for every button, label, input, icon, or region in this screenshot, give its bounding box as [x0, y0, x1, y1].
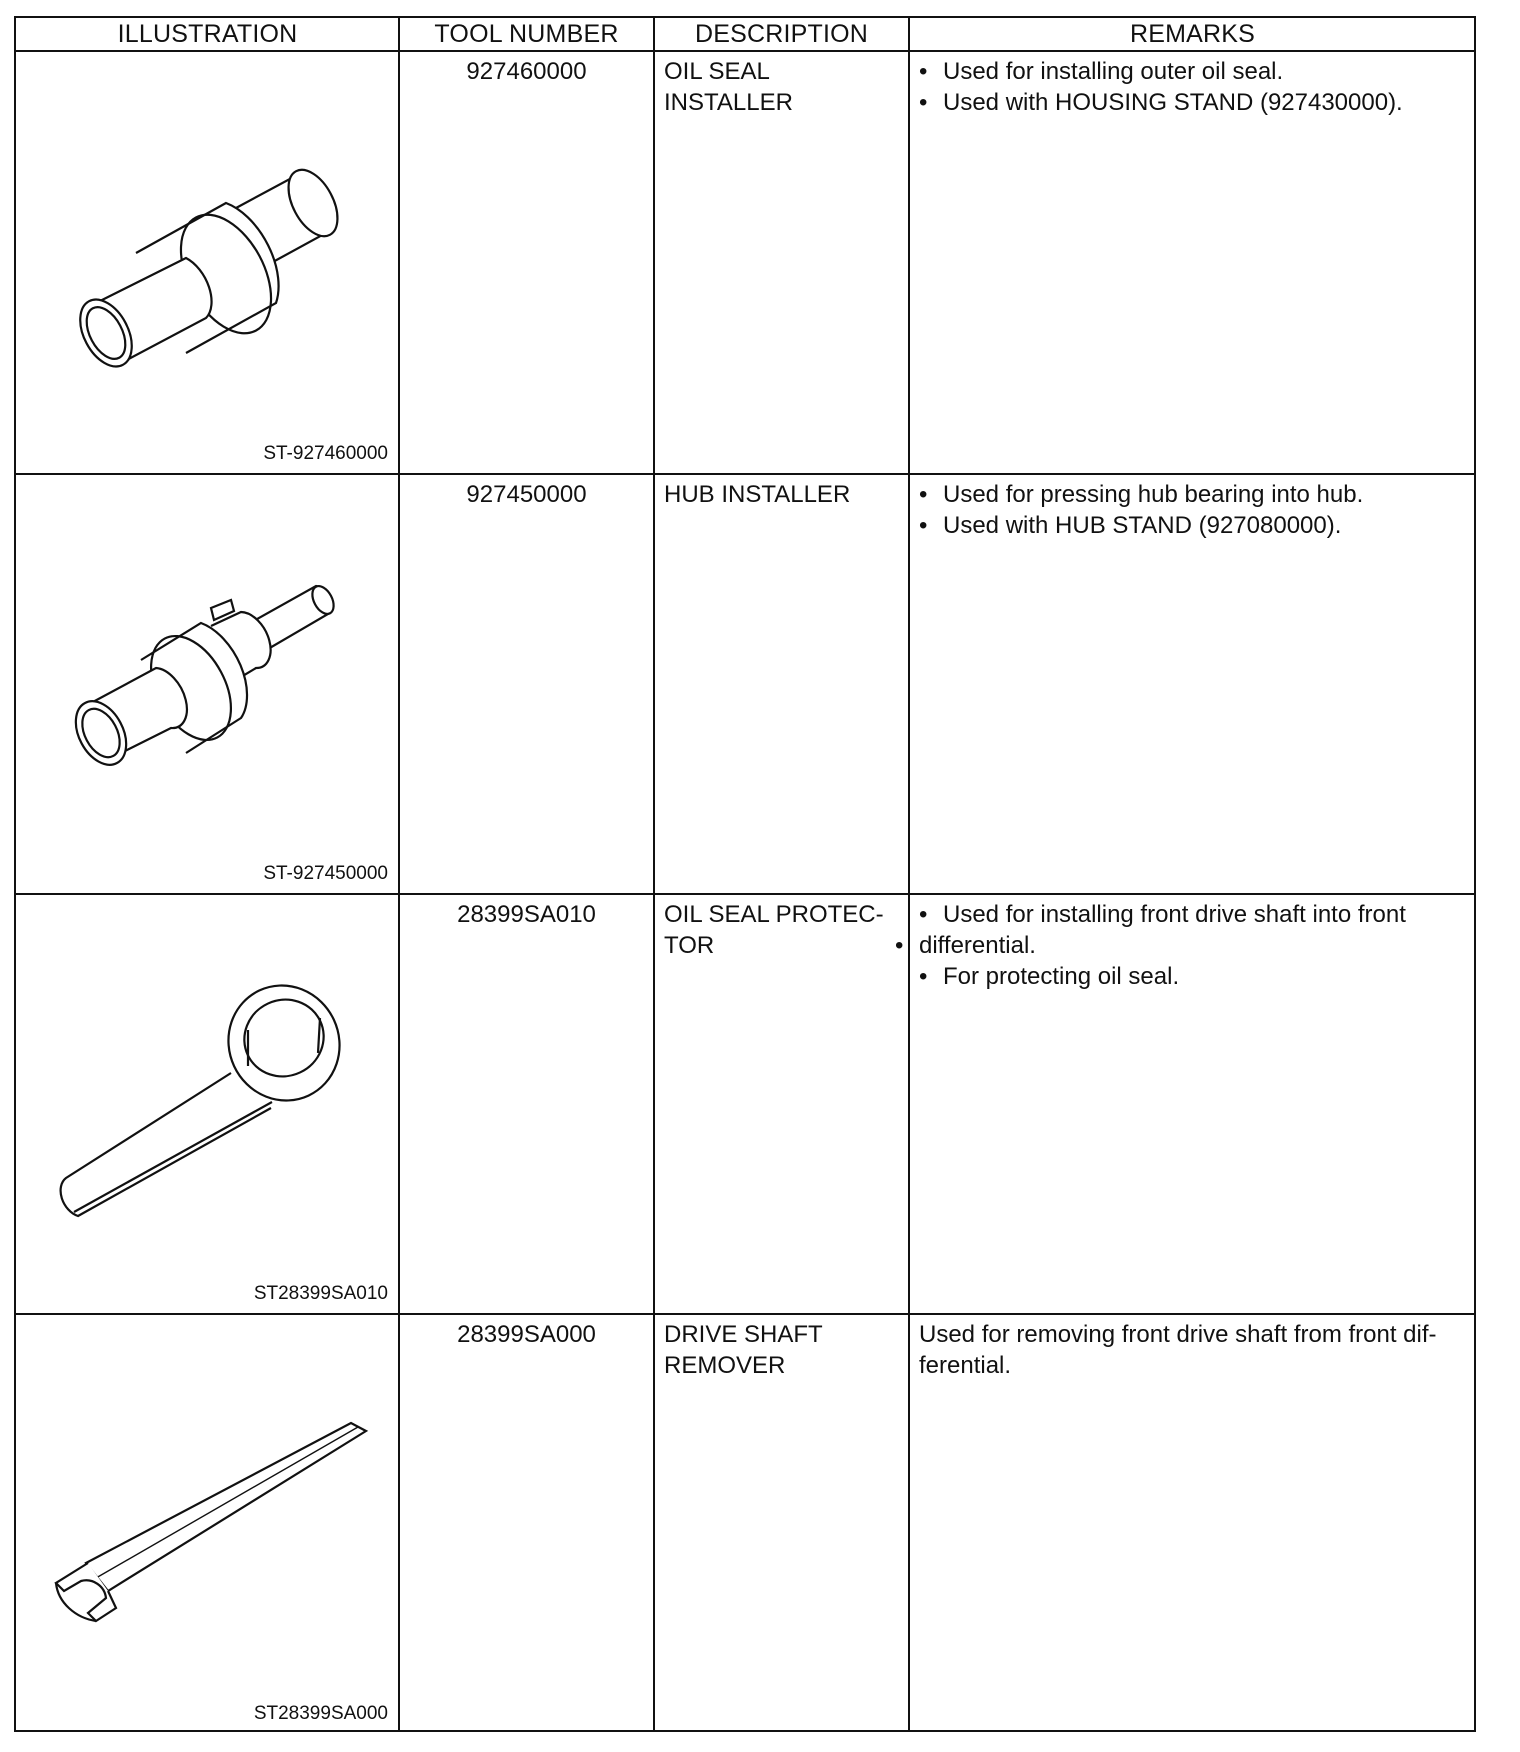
remark-text: Used for removing front drive shaft from front dif-	[919, 1321, 1437, 1348]
remarks	[919, 895, 1469, 992]
remark-item: • Used for installing outer oil seal.	[919, 56, 1469, 87]
description	[664, 1315, 904, 1381]
remarks	[919, 52, 1469, 118]
description-line: REMOVER	[664, 1352, 786, 1379]
illustration-label: ST-927450000	[263, 863, 388, 884]
tool-number: 28399SA000	[457, 1321, 596, 1348]
column-divider	[398, 18, 400, 1730]
remark-item: • Used with HUB STAND (927080000).	[919, 510, 1469, 541]
remark-item: • Used for installing front drive shaft into front	[919, 899, 1469, 930]
tool-number: 927460000	[466, 58, 587, 85]
remark-item: • Used with HOUSING STAND (927430000).	[919, 87, 1469, 118]
header-illustration: ILLUSTRATION	[16, 18, 399, 52]
remark-continuation: • differential.	[895, 930, 1469, 961]
description-line: DRIVE SHAFT	[664, 1321, 823, 1348]
tool-number: 28399SA010	[457, 901, 596, 928]
header-remarks: REMARKS	[909, 18, 1476, 52]
description-line: OIL SEAL	[664, 58, 770, 85]
remarks	[919, 1315, 1469, 1381]
description	[664, 475, 904, 510]
remark-item: • For protecting oil seal.	[919, 961, 1469, 992]
illustration-label: ST-927460000	[263, 443, 388, 464]
tool-number: 927450000	[466, 481, 587, 508]
illustration-label: ST28399SA000	[253, 1703, 388, 1724]
column-divider	[908, 18, 910, 1730]
illustration-label: ST28399SA010	[253, 1283, 388, 1304]
description-line: INSTALLER	[664, 89, 793, 116]
description-line: TOR	[664, 932, 715, 959]
description	[664, 895, 904, 961]
remark-text: ferential.	[919, 1352, 1012, 1379]
description-line: OIL SEAL PROTEC-	[664, 901, 884, 928]
description-line: HUB INSTALLER	[664, 481, 851, 508]
oil-seal-protector-illustration	[36, 978, 396, 1238]
drive-shaft-remover-illustration	[36, 1413, 386, 1683]
oil-seal-installer-illustration	[76, 138, 356, 378]
hub-installer-illustration	[71, 578, 351, 778]
header-tool-number: TOOL NUMBER	[399, 18, 654, 52]
remark-item: • Used for pressing hub bearing into hub.	[919, 479, 1469, 510]
header-description: DESCRIPTION	[654, 18, 909, 52]
description	[664, 52, 904, 118]
column-divider	[653, 18, 655, 1730]
remarks	[919, 475, 1469, 541]
special-tools-table	[14, 16, 1476, 1732]
